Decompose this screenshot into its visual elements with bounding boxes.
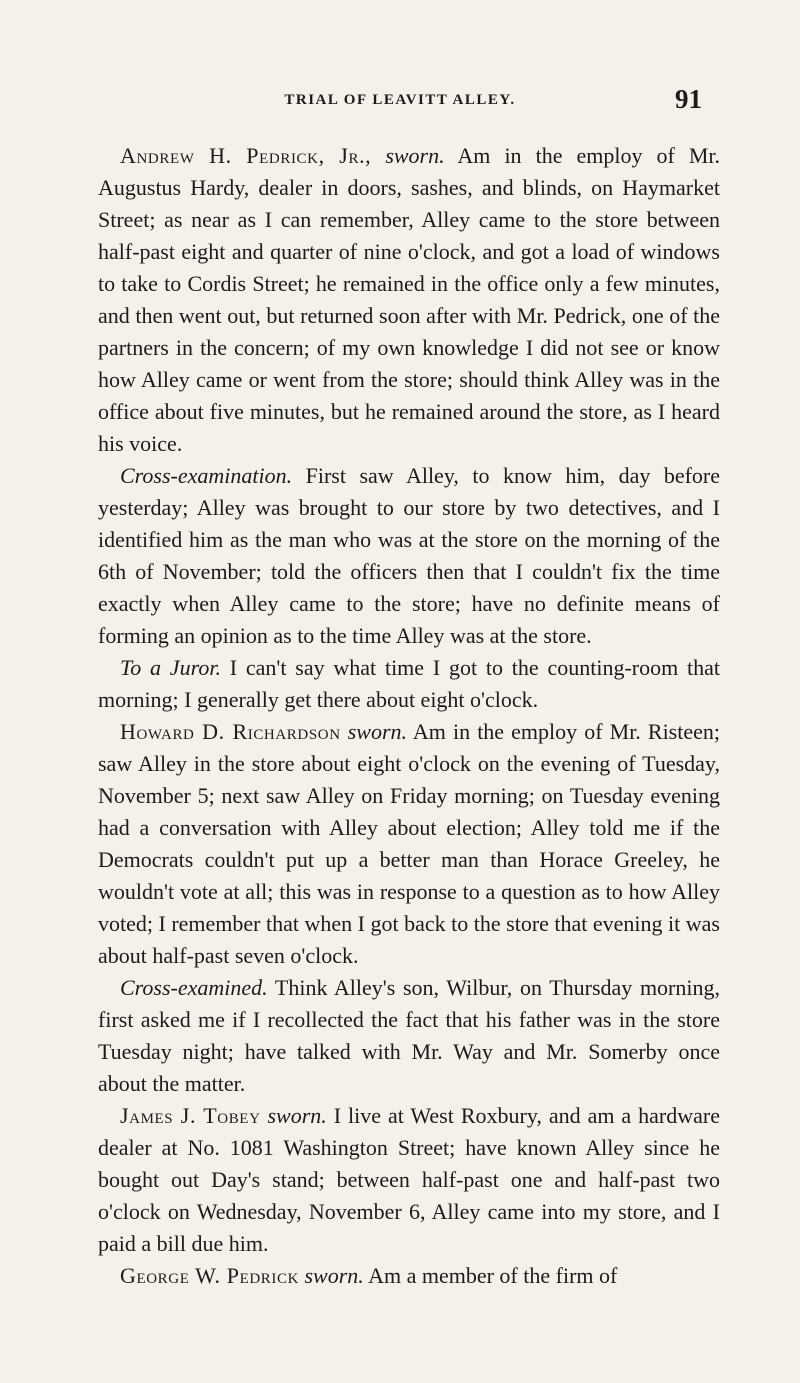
- paragraph: [98, 140, 720, 460]
- running-title: TRIAL OF LEAVITT ALLEY.: [284, 92, 516, 108]
- paragraph: [98, 972, 720, 1100]
- testimony-text: Am a member of the firm of: [363, 1263, 618, 1288]
- running-head: [98, 84, 702, 120]
- body-text: [98, 140, 720, 1292]
- section-label: Cross-examined.: [120, 975, 268, 1000]
- testimony-text: First saw Alley, to know him, day before yesterday; Alley was brought to our store by two detectives, and I identified him as the man who was at the store on the morning of the 6th of November; told the officers then that I couldn't fix the time exactly when Alley came to the store; have no definite means of forming an opinion as to the time Alley was at the store.: [98, 463, 720, 648]
- sworn-label: sworn.: [304, 1263, 364, 1288]
- section-label: Cross-examination.: [120, 463, 293, 488]
- testimony-text: Think Alley's son, Wilbur, on Thursday morning, first asked me if I recollected the fact that his father was in the store Tuesday night; have talked with Mr. Way and Mr. Somerby once about the matter.: [98, 975, 720, 1096]
- paragraph: [98, 460, 720, 652]
- sworn-label: sworn.: [385, 143, 445, 168]
- section-label: To a Juror.: [120, 655, 221, 680]
- paragraph: [98, 1260, 720, 1292]
- witness-name: George W. Pedrick: [120, 1263, 299, 1288]
- sworn-label: sworn.: [347, 719, 408, 744]
- page-number: 91: [675, 84, 702, 114]
- witness-name: Howard D. Richardson: [120, 719, 341, 744]
- testimony-text: Am in the employ of Mr. Risteen; saw Alley in the store about eight o'clock on the evening of Tuesday, November 5; next saw Alley on Friday morning; on Tuesday evening had a conversation with Alley about election; Alley told me if the Democrats couldn't put up a better man than Horace Greeley, he wouldn't vote at all; this was in response to a question as to how Alley voted; I remember that when I got back to the store that evening it was about half-past seven o'clock.: [98, 719, 720, 968]
- witness-name: Andrew H. Pedrick, Jr.,: [120, 143, 372, 168]
- testimony-text: I live at West Roxbury, and am a hardware dealer at No. 1081 Washington Street; have known Alley since he bought out Day's stand; between half-past one and half-past two o'clock on Wednesday, November 6, Alley came into my store, and I paid a bill due him.: [98, 1103, 720, 1256]
- testimony-text: I can't say what time I got to the counting-room that morning; I generally get there about eight o'clock.: [98, 655, 721, 712]
- paragraph: [98, 1100, 720, 1260]
- sworn-label: sworn.: [267, 1103, 327, 1128]
- witness-name: James J. Tobey: [120, 1103, 261, 1128]
- paragraph: [98, 652, 720, 716]
- testimony-text: Am in the employ of Mr. Augustus Hardy, dealer in doors, sashes, and blinds, on Haymarket Street; as near as I can remember, Alley came to the store between half-past eight and quarter of nine o'clock, and got a load of windows to take to Cordis Street; he remained in the office only a few minutes, and then went out, but returned soon after with Mr. Pedrick, one of the partners in the concern; of my own knowledge I did not see or know how Alley came or went from the store; should think Alley was in the office about five minutes, but he remained around the store, as I heard his voice.: [98, 143, 721, 456]
- paragraph: [98, 716, 720, 972]
